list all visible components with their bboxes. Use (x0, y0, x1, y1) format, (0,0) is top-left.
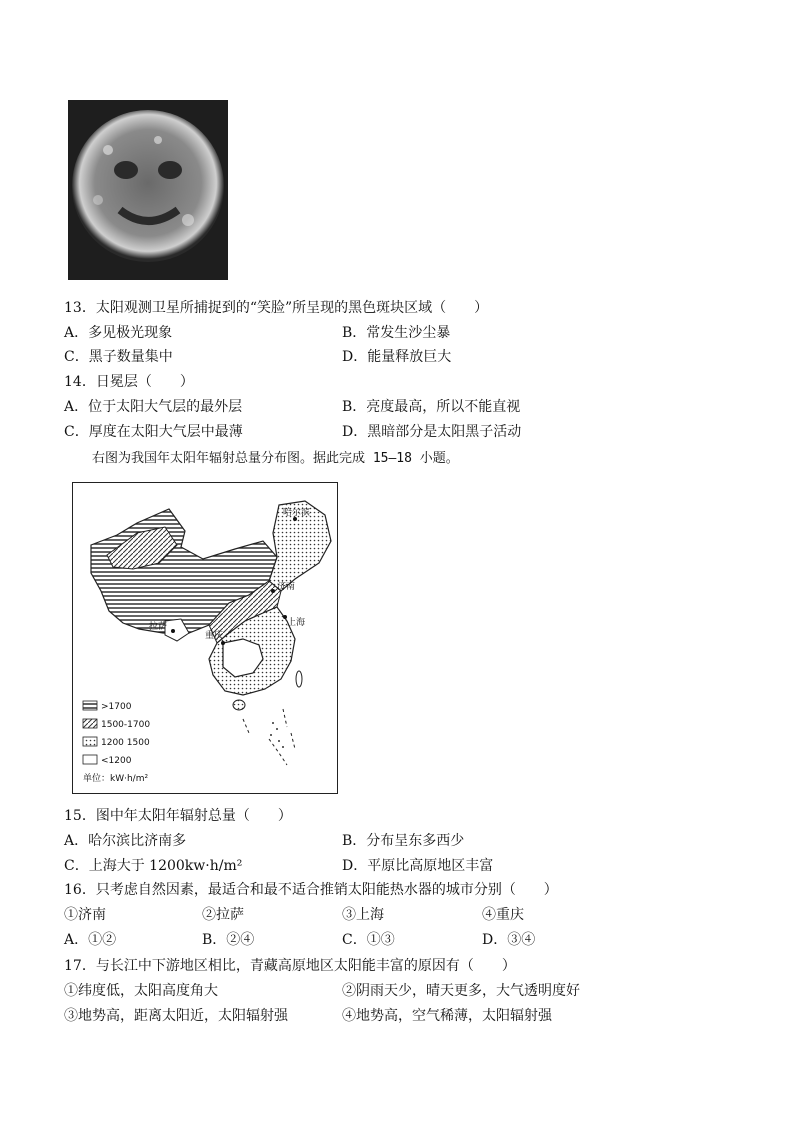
q13-option-a[interactable]: A．多见极光现象 (64, 325, 173, 341)
q17-item-3: ③地势高，距离太阳近，太阳辐射强 (64, 1008, 288, 1024)
legend-swatch-3 (83, 737, 97, 746)
q16-option-d[interactable]: D．③④ (482, 932, 536, 948)
q14-option-d[interactable]: D．黑暗部分是太阳黑子活动 (342, 424, 522, 440)
city-lhasa: 拉萨 (149, 622, 168, 632)
legend-label-4: <1200 (101, 756, 132, 766)
legend-swatch-2 (83, 719, 97, 728)
q14-option-a[interactable]: A．位于太阳大气层的最外层 (64, 399, 243, 415)
q17-item-4: ④地势高，空气稀薄，太阳辐射强 (342, 1008, 552, 1024)
q16-item-4: ④重庆 (482, 907, 524, 923)
legend-label-3: 1200 1500 (101, 738, 150, 748)
solar-radiation-map (72, 482, 338, 794)
q16-item-1: ①济南 (64, 907, 106, 923)
legend-label-2: 1500-1700 (101, 720, 151, 730)
q17-stem: 17．与长江中下游地区相比，青藏高原地区太阳能丰富的原因有（ ） (64, 958, 516, 974)
q13-option-d[interactable]: D．能量释放巨大 (342, 349, 452, 365)
sun-image (68, 100, 228, 280)
legend-swatch-4 (83, 755, 97, 764)
q17-item-1: ①纬度低，太阳高度角大 (64, 983, 218, 999)
city-chongqing: 重庆 (205, 631, 224, 641)
q17-item-2: ②阴雨天少，晴天更多，大气透明度好 (342, 983, 580, 999)
region-hainan (233, 700, 245, 710)
region-taiwan (296, 671, 302, 687)
city-harbin: 哈尔滨 (283, 508, 311, 518)
q16-option-a[interactable]: A．①② (64, 932, 117, 948)
q14-option-c[interactable]: C．厚度在太阳大气层中最薄 (64, 424, 243, 440)
q13-stem: 13．太阳观测卫星所捕捉到的“笑脸”所呈现的黑色斑块区域（ ） (64, 300, 489, 316)
south-sea-islands (243, 709, 295, 765)
q16-item-2: ②拉萨 (202, 907, 244, 923)
q14-option-b[interactable]: B．亮度最高，所以不能直视 (342, 399, 521, 415)
legend-swatch-1 (83, 701, 97, 710)
legend-label-1: >1700 (101, 702, 132, 712)
q13-option-b[interactable]: B．常发生沙尘暴 (342, 325, 451, 341)
q13-option-c[interactable]: C．黑子数量集中 (64, 349, 173, 365)
q15-option-b[interactable]: B．分布呈东多西少 (342, 833, 465, 849)
city-dot-jinan (271, 589, 275, 593)
legend-unit: 单位：kW·h/m² (83, 774, 149, 784)
q14-stem: 14．日冕层（ ） (64, 374, 194, 390)
city-jinan: 济南 (277, 582, 296, 592)
q15-option-c[interactable]: C．上海大于 1200kw·h/m² (64, 858, 243, 874)
q16-item-3: ③上海 (342, 907, 384, 923)
q15-option-a[interactable]: A．哈尔滨比济南多 (64, 833, 187, 849)
q16-option-c[interactable]: C．①③ (342, 932, 395, 948)
city-dot-chongqing (221, 641, 225, 645)
south-sea-dots (270, 722, 284, 748)
q16-stem: 16．只考虑自然因素，最适合和最不适合推销太阳能热水器的城市分别（ ） (64, 882, 558, 898)
city-shanghai: 上海 (287, 618, 306, 628)
q15-stem: 15．图中年太阳年辐射总量（ ） (64, 808, 292, 824)
q15-option-d[interactable]: D．平原比高原地区丰富 (342, 858, 494, 874)
city-dot-lhasa (171, 629, 175, 633)
q16-option-b[interactable]: B．②④ (202, 932, 255, 948)
intro-text: 右图为我国年太阳年辐射总量分布图。据此完成 15—18 小题。 (92, 451, 459, 466)
